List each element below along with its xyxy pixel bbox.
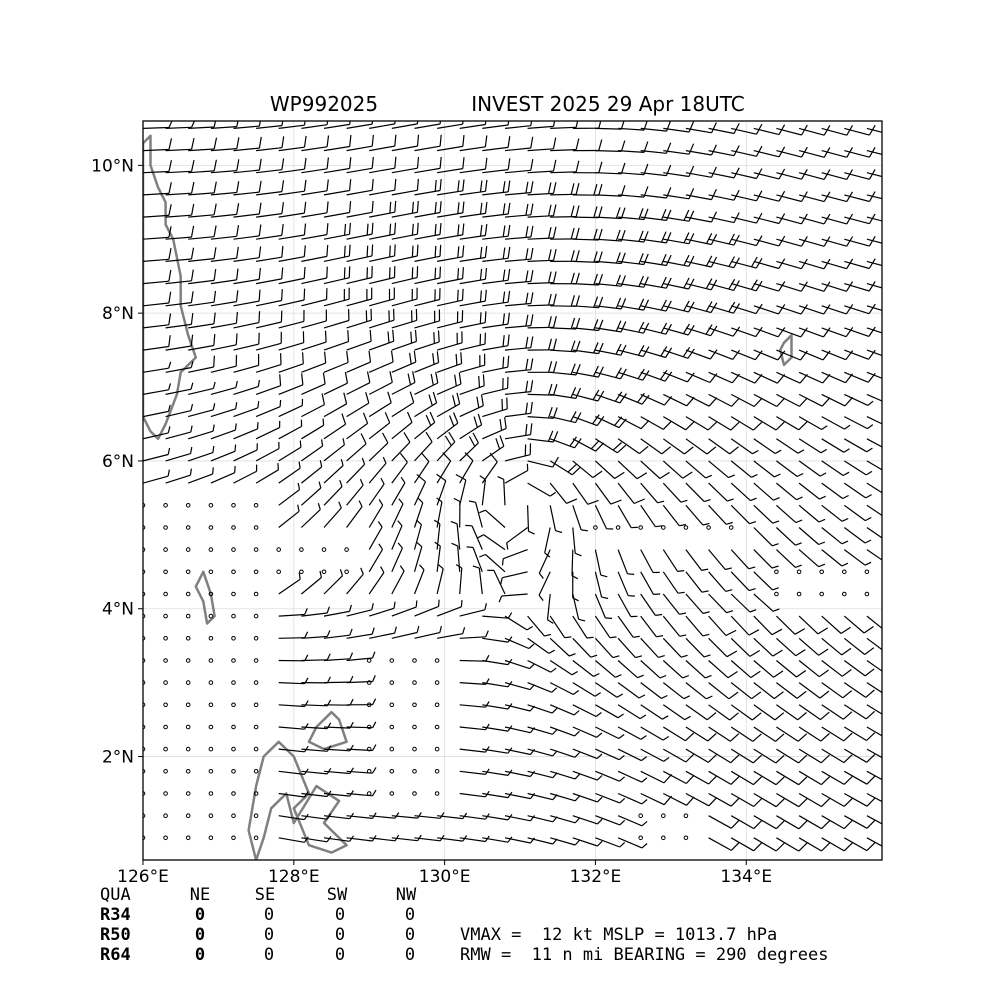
- table-cell: 0: [194, 905, 206, 925]
- barb-flag: [456, 354, 457, 365]
- barb-flag: [323, 419, 324, 426]
- x-tick-label: 128°E: [267, 867, 320, 887]
- table-cell: 0: [263, 905, 275, 925]
- barb-shaft: [595, 151, 621, 152]
- x-tick-label: 132°E: [569, 867, 622, 887]
- y-tick-label: 2°N: [101, 747, 134, 768]
- barb-flag: [439, 600, 440, 607]
- table-cell: 0: [404, 945, 416, 965]
- barb-shaft: [550, 194, 576, 195]
- barb-shaft: [460, 661, 486, 662]
- table-header-nw: NW: [395, 885, 417, 905]
- barb-shaft: [573, 239, 599, 240]
- barb-flag: [610, 637, 617, 638]
- barb-flag: [303, 352, 304, 363]
- barb-flag: [461, 600, 462, 607]
- barb-flag: [503, 559, 504, 566]
- barb-flag: [458, 268, 459, 279]
- barb-flag: [367, 224, 368, 235]
- table-row-label: R50: [100, 925, 131, 945]
- table-cell: 0: [334, 945, 346, 965]
- barb-flag: [439, 331, 440, 342]
- barb-flag: [628, 574, 635, 575]
- barb-flag: [587, 637, 594, 638]
- table-header-sw: SW: [326, 885, 348, 905]
- barb-flag: [417, 245, 418, 256]
- barb-flag: [349, 245, 350, 256]
- barb-flag: [326, 331, 327, 342]
- barb-flag: [467, 547, 474, 548]
- y-tick-label: 10°N: [91, 156, 134, 177]
- barb-flag: [348, 330, 349, 341]
- barb-flag: [236, 333, 237, 344]
- y-tick-label: 8°N: [101, 304, 134, 325]
- table-cell: 0: [334, 925, 346, 945]
- barb-flag: [480, 312, 481, 323]
- table-cell: 0: [334, 905, 346, 925]
- x-tick-label: 134°E: [720, 867, 773, 887]
- table-header-se: SE: [254, 885, 276, 905]
- barb-flag: [390, 224, 391, 235]
- barb-shaft: [301, 660, 327, 661]
- barb-flag: [213, 467, 214, 474]
- barb-flag: [678, 571, 685, 572]
- y-tick-label: 4°N: [101, 599, 134, 620]
- barb-shaft: [347, 727, 373, 728]
- barb-flag: [304, 267, 305, 278]
- barb-flag: [390, 246, 391, 257]
- table-cell: 0: [263, 925, 275, 945]
- barb-shaft: [528, 327, 554, 328]
- table-cell: 0: [263, 945, 275, 965]
- barb-flag: [278, 463, 279, 470]
- barb-flag: [434, 332, 435, 343]
- barb-flag: [372, 245, 373, 256]
- barb-shaft: [550, 172, 576, 173]
- barb-flag: [416, 600, 417, 607]
- table-row-label: R64: [100, 945, 131, 965]
- barb-flag: [258, 401, 259, 408]
- table-header-qua: QUA: [100, 885, 131, 905]
- barb-shaft: [550, 306, 576, 307]
- barb-flag: [483, 374, 484, 385]
- barb-flag: [463, 267, 464, 278]
- barb-flag: [440, 267, 441, 278]
- barb-shaft: [572, 550, 573, 576]
- barb-flag: [327, 267, 328, 278]
- barb-flag: [411, 332, 412, 343]
- table-row-label: R34: [100, 905, 131, 925]
- barb-flag: [463, 289, 464, 300]
- barb-shaft: [550, 217, 576, 218]
- table-header-ne: NE: [189, 885, 211, 905]
- stats-vmax-mslp: VMAX = 12 kt MSLP = 1013.7 hPa: [460, 925, 778, 945]
- barb-shaft: [595, 128, 621, 129]
- barb-flag: [435, 268, 436, 279]
- barb-flag: [235, 445, 236, 452]
- x-tick-label: 130°E: [418, 867, 471, 887]
- barb-flag: [235, 423, 236, 430]
- barb-flag: [344, 267, 345, 278]
- barb-flag: [503, 357, 504, 368]
- barb-flag: [565, 637, 572, 638]
- barb-flag: [280, 400, 281, 407]
- barb-flag: [395, 245, 396, 256]
- barb-shaft: [279, 638, 305, 639]
- barb-flag: [417, 223, 418, 234]
- barb-flag: [435, 246, 436, 257]
- barb-flag: [390, 202, 391, 213]
- y-tick-label: 6°N: [101, 451, 134, 472]
- table-cell: 0: [404, 925, 416, 945]
- barb-flag: [372, 223, 373, 234]
- title-description: INVEST 2025 29 Apr 18UTC: [471, 92, 745, 116]
- barb-flag: [440, 245, 441, 256]
- barb-flag: [327, 245, 328, 256]
- barb-flag: [214, 356, 215, 367]
- barb-flag: [345, 246, 346, 257]
- barb-flag: [458, 290, 459, 301]
- barb-flag: [259, 311, 260, 322]
- table-cell: 0: [194, 925, 206, 945]
- barb-shaft: [324, 682, 350, 683]
- barb-shaft: [528, 394, 554, 395]
- title-storm-id: WP992025: [269, 92, 379, 116]
- barb-shaft: [573, 217, 599, 218]
- barb-flag: [485, 311, 486, 322]
- barb-flag: [282, 289, 283, 300]
- barb-flag: [300, 441, 301, 448]
- stats-rmw-bearing: RMW = 11 n mi BEARING = 290 degrees: [460, 945, 829, 965]
- table-cell: 0: [194, 945, 206, 965]
- barb-flag: [479, 376, 480, 387]
- barb-flag: [461, 352, 462, 363]
- x-tick-label: 126°E: [117, 867, 169, 887]
- barb-flag: [304, 289, 305, 300]
- barb-flag: [412, 246, 413, 257]
- table-cell: 0: [404, 905, 416, 925]
- barb-flag: [395, 223, 396, 234]
- barb-flag: [258, 422, 259, 429]
- barb-flag: [367, 246, 368, 257]
